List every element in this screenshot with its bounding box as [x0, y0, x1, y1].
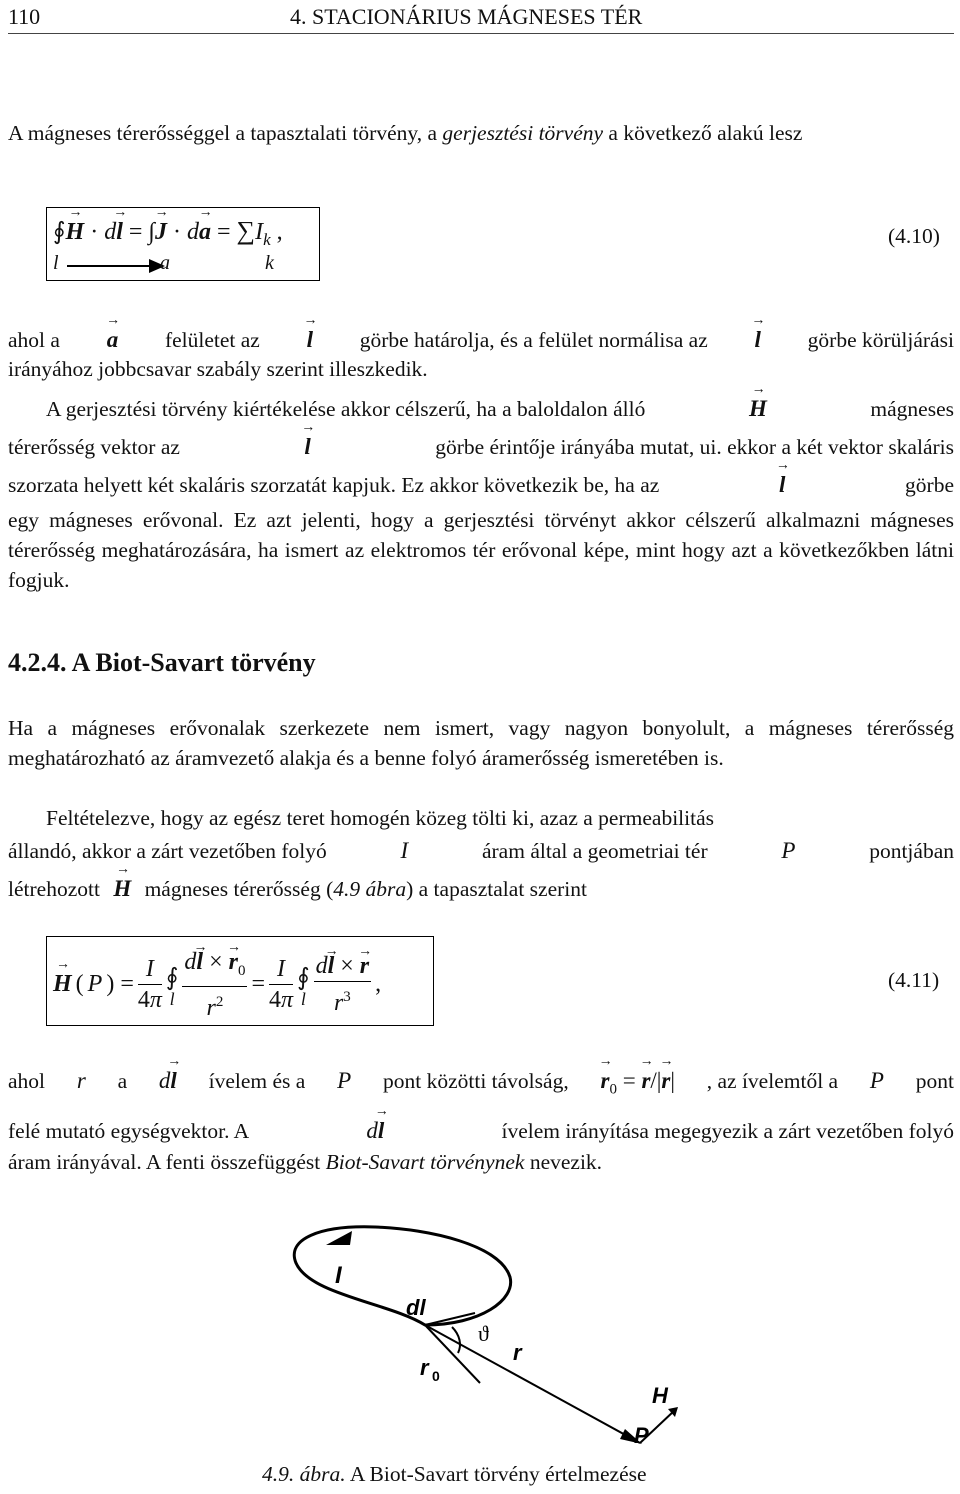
para1-line1: ahol a → a felületet az → l görbe határolja, és a felület normálisa az → l görbe körüljárási — [8, 327, 954, 353]
eq-arrow — [65, 258, 165, 274]
symbol-I: I — [400, 838, 409, 863]
symbol-dl: d→ l — [159, 1068, 177, 1094]
section-heading: 4.2.4. A Biot-Savart törvény — [8, 648, 316, 677]
para2-line1: A gerjesztési törvény kiértékelése akkor célszerű, ha a baloldalon álló → H mágneses — [46, 396, 954, 422]
fig-label-P: P — [634, 1423, 649, 1448]
para4-line3: létrehozott → H mágneses térerősség (4.9 ábra) a tapasztalat szerint — [8, 876, 587, 902]
symbol-a: → a — [107, 327, 119, 353]
symbol-H: → H — [113, 876, 131, 902]
eq-sub-k: k — [265, 252, 274, 274]
para1-line2: irányához jobbcsavar szabály szerint illeszkedik. — [8, 357, 428, 381]
symbol-P: P — [781, 838, 796, 863]
equation-4-11-box — [46, 936, 434, 1026]
para4-line2: állandó, akkor a zárt vezetőben folyó I áram által a geometriai tér P pontjában — [8, 838, 954, 863]
fig-label-r0: r — [420, 1355, 429, 1380]
symbol-l: → l — [304, 434, 310, 460]
eq-sub-a: a — [160, 252, 170, 274]
formula-r0: → $r_0$ = → r/|→ r| — [601, 1068, 675, 1099]
symbol-dl: d→ l — [366, 1118, 384, 1144]
symbol-r: r — [76, 1068, 86, 1093]
symbol-l: → l — [307, 327, 313, 353]
eq-sub-l: l — [53, 252, 59, 274]
symbol-l: → l — [755, 327, 761, 353]
equation-4-10: ∮→ H · d→ l = ∫→ $J \cdot d\to a = \sum I_k$ , — [53, 216, 283, 250]
r-vector-line — [425, 1325, 640, 1443]
header-rule — [8, 33, 954, 34]
fig-label-H: H — [652, 1383, 668, 1408]
para3: Ha a mágneses erővonalak szerkezete nem ismert, vagy nagyon bonyolult, a mágneses térerősség meghatározható az áramvezető alakja és a benne folyó áramerősség ismeretében is. — [8, 716, 954, 770]
fig-label-theta: ϑ — [478, 1321, 489, 1346]
para2-line2: térerősség vektor az → l görbe érintője irányába mutat, ui. ekkor a két vektor skaláris — [8, 434, 954, 460]
fig-label-I: I — [335, 1262, 342, 1289]
symbol-l: → l — [779, 472, 785, 498]
figure-4-9 — [280, 1215, 700, 1455]
para5-line1: ahol r a d→ l ívelem és a P pont közötti távolság, → $r_0$ = → r/|→ r| , az ívelemtől a P pont — [8, 1068, 954, 1099]
loop-direction-arrow — [326, 1231, 352, 1245]
intro-paragraph: A mágneses térerősséggel a tapasztalati törvény, a gerjesztési törvény a következő alakú lesz — [8, 121, 803, 145]
symbol-P: P — [337, 1068, 352, 1093]
para4-line1: Feltételezve, hogy az egész teret homogén közeg tölti ki, azaz a permeabilitás — [46, 806, 715, 830]
fig-label-r: r — [513, 1340, 522, 1365]
term-gerjesztesi-torveny: gerjesztési törvény — [442, 121, 604, 145]
symbol-P: P — [869, 1068, 884, 1093]
para5-line2: felé mutató egységvektor. A d→ l ívelem irányítása megegyezik a zárt vezetőben folyó — [8, 1118, 954, 1144]
fig-label-r0-sub: 0 — [432, 1368, 440, 1384]
equation-number-4-10: (4.10) — [888, 224, 940, 248]
equation-4-10-box — [46, 207, 320, 281]
para2-line3: szorzata helyett két skaláris szorzatát kapjuk. Ez akkor következik be, ha az → l görbe — [8, 472, 954, 498]
symbol-H: → H — [749, 396, 767, 422]
fig-label-dl: dl — [406, 1295, 426, 1320]
para2-rest: egy mágneses erővonal. Ez azt jelenti, hogy a gerjesztési törvényt akkor célszerű alkalmazni mágneses térerősség meghatározására, ha ismert az elektromos tér erővonal képe, mint hogy azt a következőkben látni fogjuk. — [8, 508, 954, 592]
equation-4-11: → H ( P ) = $\frac{I}{4\pi}$ ∮ l $\frac{d\to l \times \to r_0}{r^2}$ = $\frac{I}{4\pi}$ ∮ l $\frac{d\to l \times \to r}{r^3}$ , — [53, 947, 381, 1023]
para5-line3: áram irányával. A fenti összefüggést Biot-Savart törvénynek nevezik. — [8, 1150, 603, 1174]
page-number: 110 — [8, 4, 41, 29]
equation-number-4-11: (4.11) — [888, 968, 940, 992]
chapter-title: 4. STACIONÁRIUS MÁGNESES TÉR — [290, 4, 643, 29]
current-loop — [294, 1227, 510, 1325]
figure-caption: 4.9. ábra. A Biot-Savart törvény értelmezése — [262, 1462, 647, 1486]
